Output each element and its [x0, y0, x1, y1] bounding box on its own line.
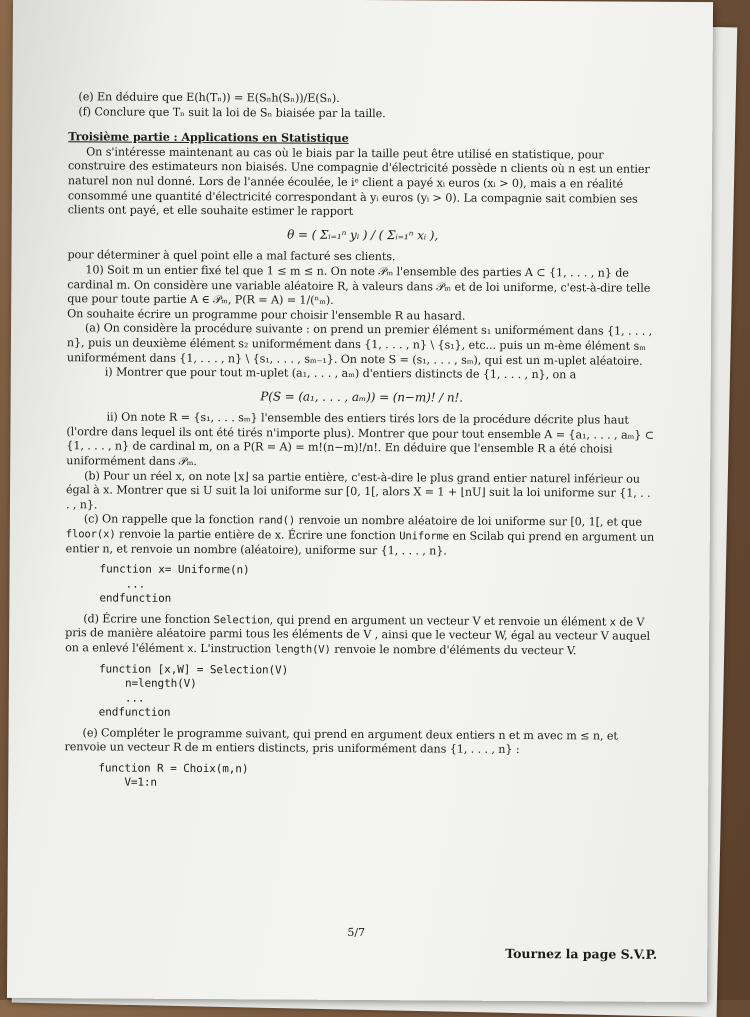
question-10a-i: i) Montrer que pour tout m-uplet (a₁, . . . , aₘ) d'entiers distincts de {1, . . . , n}, on a: [104, 365, 577, 382]
question-10d: (d) Écrire une fonction Selection, qui prend en argument un vecteur V et renvoie un élément x de V pris de manière aléatoire parmi tous les éléments de V , ainsi que le vecteur W, égal au vecteur V auquel on a enlevé l'élément x. L'instruction length(V) renvoie le nombre d'éléments du vecteur V.: [65, 612, 651, 658]
page-number: 5/7: [347, 925, 366, 940]
section-title: Troisième partie : Applications en Statistique: [68, 129, 349, 146]
code-block-selection: function [x,W] = Selection(V) n=length(V) ... endfunction: [98, 661, 289, 719]
code-block-uniforme: function x= Uniforme(n) ... endfunction: [99, 562, 250, 606]
intro-paragraph: On s'intéresse maintenant au cas où le biais par la taille peut être utilisé en statistique, pour construire des estimateurs non biaisés. Une compagnie d'électricité possède n clients où n est un entier naturel non nul donné. Lors de l'année écoulée, le iᵉ client a payé xᵢ euros (xᵢ > 0), mais a en réalité consommé une quantité d'électricité correspondant à yᵢ euros (yᵢ > 0). La compagnie sait combien ses clients ont payé, et elle souhaite estimer le rapport: [67, 145, 650, 219]
page-content: [64, 90, 658, 799]
question-10b: (b) Pour un réel x, on note ⌊x⌋ sa partie entière, c'est-à-dire le plus grand entier naturel inférieur ou égal à x. Montrer que si U suit la loi uniforme sur [0, 1[, alors X = 1 + ⌊nU⌋ suit la loi uniforme sur {1, . . . , n}.: [65, 468, 651, 512]
question-10a-ii: ii) On note R = {s₁, . . . sₘ} l'ensemble des entiers tirés lors de la procédure décrite plus haut (l'ordre dans lequel ils ont été tirés n'importe plus). Montrer que pour tout ensemble A = {a₁, . . . , aₘ} ⊂ {1, . . . , n} de cardinal m, on a P(R = A) = m!(n−m)!/n!. En déduire que l'ensemble R a été choisi uniformément dans 𝒫ₘ.: [66, 410, 655, 469]
selection-code: Selection: [213, 613, 270, 627]
theta-formula: θ = ( Σᵢ₌₁ⁿ yᵢ ) / ( Σᵢ₌₁ⁿ xᵢ ),: [287, 227, 439, 243]
uniforme-code: Uniforme: [399, 530, 450, 543]
question-f-previous: (f) Conclure que Tₙ suit la loi de Sₙ biaisée par la taille.: [78, 104, 386, 120]
question-10c: (c) On rappelle que la fonction rand() renvoie un nombre aléatoire de loi uniforme sur [0, 1[, et que floor(x) renvoie la partie entière de x. Écrire une fonction Uniforme en Scilab qui prend en argument un entier n, et renvoie un nombre (aléatoire), uniforme sur {1, . . . , n}.: [65, 512, 655, 558]
document-page: [7, 0, 713, 1002]
footer-turn-page: Tournez la page S.V.P.: [505, 945, 658, 962]
length-code: length(V): [274, 643, 331, 656]
formula-p-s: P(S = (a₁, . . . , aₘ)) = (n−m)! / n!.: [260, 389, 463, 405]
code-block-choix: function R = Choix(m,n) V=1:n: [98, 761, 249, 789]
floor-code: floor(x): [65, 528, 116, 541]
question-e-previous: (e) En déduire que E(h(Tₙ)) = E(Sₙh(Sₙ))/E(Sₙ).: [78, 90, 340, 105]
question-10a: (a) On considère la procédure suivante : on prend un premier élément s₁ uniformément dans {1, . . . , n}, puis un deuxième élément s₂ uniformément dans {1, . . . , n} \ {s₁}, etc... puis un m-ème élément sₘ uniformément dans {1, . . . , n} \ {s₁, . . . , sₘ₋₁}. On note S = (s₁, . . . , sₘ), qui est un m-uplet aléatoire.: [66, 321, 653, 368]
rand-code: rand(): [257, 514, 296, 528]
question-10: 10) Soit m un entier fixé tel que 1 ≤ m ≤ n. On note 𝒫ₘ l'ensemble des parties A ⊂ {1, . . . , n} de cardinal m. On considère une variable aléatoire R, à valeurs dans 𝒫ₘ et de loi uniforme, c'est-à-dire telle que pour toute partie A ∈ 𝒫ₘ, P(R = A) = 1/(ⁿₘ).: [67, 263, 651, 307]
after-theta-text: pour déterminer à quel point elle a mal facturé ses clients.: [67, 248, 396, 264]
question-10-goal: On souhaite écrire un programme pour choisir l'ensemble R au hasard.: [67, 306, 466, 323]
question-10e: (e) Compléter le programme suivant, qui prend en argument deux entiers n et m avec m ≤ n, et renvoie un vecteur R de m entiers distincts, pris uniformément dans {1, . . . , n} :: [64, 725, 618, 757]
